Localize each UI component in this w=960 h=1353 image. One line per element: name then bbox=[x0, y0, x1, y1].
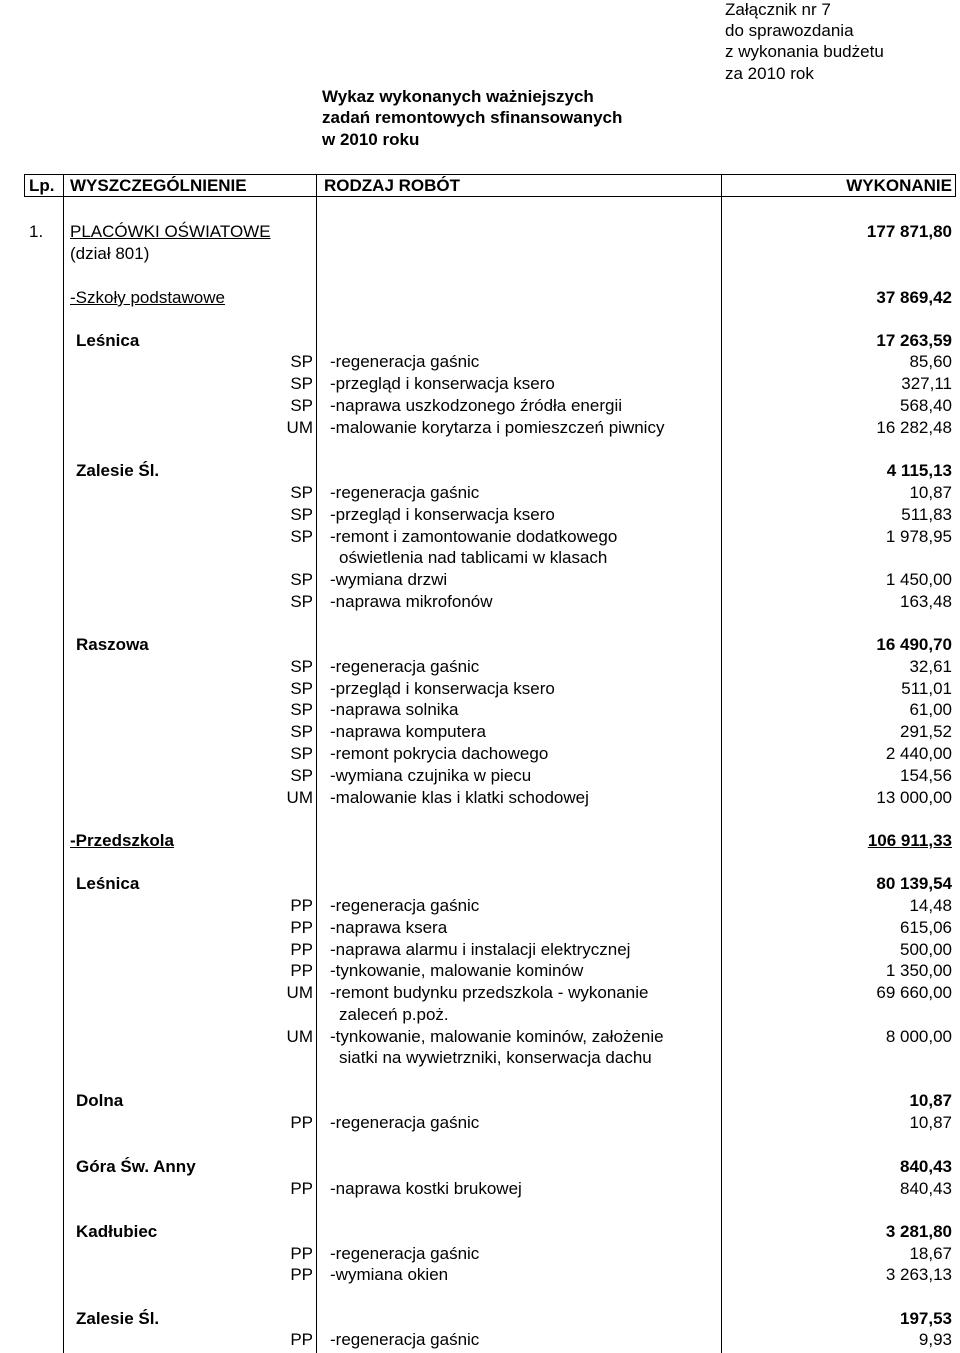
item-description: -naprawa uszkodzonego źródła energii bbox=[330, 396, 623, 415]
title-line-1: Wykaz wykonanych ważniejszych bbox=[322, 87, 594, 106]
item-description: -regeneracja gaśnic bbox=[330, 1244, 480, 1263]
item-value: 291,52 bbox=[900, 722, 952, 741]
item-value: 511,01 bbox=[901, 679, 952, 698]
item-value: 10,87 bbox=[909, 1113, 952, 1132]
unit-total: 80 139,54 bbox=[876, 874, 952, 893]
unit-total: 197,53 bbox=[900, 1309, 952, 1328]
item-description: -przegląd i konserwacja ksero bbox=[330, 374, 555, 393]
item-code: SP bbox=[290, 396, 313, 415]
section-note: (dział 801) bbox=[70, 244, 150, 263]
title-line-2: zadań remontowych sfinansowanych bbox=[322, 108, 623, 127]
header-left-border bbox=[24, 174, 25, 197]
header-spec: WYSZCZEGÓLNIENIE bbox=[70, 176, 247, 195]
item-description: -przegląd i konserwacja ksero bbox=[330, 505, 555, 524]
unit-name: Leśnica bbox=[76, 331, 140, 350]
unit-total: 4 115,13 bbox=[886, 461, 952, 480]
group-name: -Szkoły podstawowe bbox=[70, 288, 225, 307]
group-total: 106 911,33 bbox=[867, 831, 952, 850]
section-number: 1. bbox=[29, 222, 44, 241]
header-right-border bbox=[955, 174, 956, 197]
annex-line-3: z wykonania budżetu bbox=[725, 42, 884, 61]
item-code: UM bbox=[286, 983, 313, 1002]
section-name: PLACÓWKI OŚWIATOWE bbox=[70, 222, 271, 241]
item-value: 85,60 bbox=[909, 352, 952, 371]
item-description-continued: oświetlenia nad tablicami w klasach bbox=[339, 548, 608, 567]
item-description: -regeneracja gaśnic bbox=[330, 896, 480, 915]
header-bottom-border bbox=[24, 196, 956, 197]
item-description: -remont i zamontowanie dodatkowego bbox=[330, 527, 618, 546]
item-description: -wymiana drzwi bbox=[330, 570, 448, 589]
item-description: -regeneracja gaśnic bbox=[330, 1113, 480, 1132]
unit-name: Leśnica bbox=[76, 874, 140, 893]
unit-total: 10,87 bbox=[909, 1091, 952, 1110]
item-description: -malowanie korytarza i pomieszczeń piwnicy bbox=[330, 418, 665, 437]
item-description: -naprawa kostki brukowej bbox=[330, 1179, 522, 1198]
item-code: UM bbox=[286, 788, 313, 807]
item-code: SP bbox=[290, 722, 313, 741]
item-code: UM bbox=[286, 418, 313, 437]
item-description: -regeneracja gaśnic bbox=[330, 483, 480, 502]
title-line-3: w 2010 roku bbox=[322, 130, 420, 149]
item-description: -naprawa komputera bbox=[330, 722, 486, 741]
item-value: 69 660,00 bbox=[876, 983, 952, 1002]
item-value: 10,87 bbox=[909, 483, 952, 502]
item-code: SP bbox=[290, 657, 313, 676]
item-description: -regeneracja gaśnic bbox=[330, 352, 480, 371]
group-total: 37 869,42 bbox=[876, 288, 952, 307]
item-description-continued: siatki na wywietrzniki, konserwacja dachu bbox=[339, 1048, 652, 1067]
item-code: SP bbox=[290, 592, 313, 611]
item-value: 568,40 bbox=[900, 396, 952, 415]
item-value: 61,00 bbox=[909, 700, 952, 719]
section-total: 177 871,80 bbox=[866, 222, 952, 241]
column-separator-lp bbox=[63, 174, 64, 1353]
item-code: SP bbox=[290, 679, 313, 698]
item-value: 32,61 bbox=[909, 657, 952, 676]
item-value: 500,00 bbox=[900, 940, 952, 959]
item-code: PP bbox=[290, 940, 313, 959]
unit-name: Zalesie Śl. bbox=[76, 1309, 160, 1328]
item-description: -tynkowanie, malowanie kominów, założenie bbox=[330, 1027, 664, 1046]
item-description: -naprawa solnika bbox=[330, 700, 459, 719]
item-code: SP bbox=[290, 570, 313, 589]
unit-name: Zalesie Śl. bbox=[76, 461, 160, 480]
item-code: UM bbox=[286, 1027, 313, 1046]
unit-name: Kadłubiec bbox=[76, 1222, 158, 1241]
item-description: -tynkowanie, malowanie kominów bbox=[330, 961, 584, 980]
annex-line-2: do sprawozdania bbox=[725, 21, 854, 40]
item-value: 163,48 bbox=[900, 592, 952, 611]
unit-total: 16 490,70 bbox=[876, 635, 952, 654]
item-value: 13 000,00 bbox=[876, 788, 952, 807]
item-code: PP bbox=[290, 896, 313, 915]
unit-total: 3 281,80 bbox=[885, 1222, 952, 1241]
item-value: 2 440,00 bbox=[885, 744, 952, 763]
item-value: 18,67 bbox=[909, 1244, 952, 1263]
item-description: -wymiana czujnika w piecu bbox=[330, 766, 532, 785]
item-description: -regeneracja gaśnic bbox=[330, 1330, 480, 1349]
unit-name: Raszowa bbox=[76, 635, 149, 654]
item-value: 840,43 bbox=[900, 1179, 952, 1198]
item-value: 511,83 bbox=[901, 505, 952, 524]
item-code: PP bbox=[290, 1113, 313, 1132]
item-description: -wymiana okien bbox=[330, 1265, 449, 1284]
item-description-continued: zaleceń p.poż. bbox=[339, 1005, 449, 1024]
column-separator-spec bbox=[316, 174, 317, 1353]
item-value: 1 450,00 bbox=[885, 570, 952, 589]
annex-line-4: za 2010 rok bbox=[725, 64, 814, 83]
item-description: -remont budynku przedszkola - wykonanie bbox=[330, 983, 649, 1002]
item-code: PP bbox=[290, 1244, 313, 1263]
header-top-border bbox=[24, 174, 956, 175]
header-type: RODZAJ ROBÓT bbox=[324, 176, 460, 195]
item-value: 1 978,95 bbox=[885, 527, 952, 546]
item-value: 154,56 bbox=[900, 766, 952, 785]
item-code: SP bbox=[290, 505, 313, 524]
item-code: SP bbox=[290, 700, 313, 719]
item-value: 8 000,00 bbox=[885, 1027, 952, 1046]
item-code: SP bbox=[290, 483, 313, 502]
item-code: SP bbox=[290, 744, 313, 763]
unit-total: 17 263,59 bbox=[876, 331, 952, 350]
item-code: PP bbox=[290, 1179, 313, 1198]
item-description: -naprawa alarmu i instalacji elektrycznej bbox=[330, 940, 631, 959]
item-value: 1 350,00 bbox=[885, 961, 952, 980]
item-description: -regeneracja gaśnic bbox=[330, 657, 480, 676]
item-description: -malowanie klas i klatki schodowej bbox=[330, 788, 589, 807]
group-name: -Przedszkola bbox=[70, 831, 174, 850]
unit-total: 840,43 bbox=[900, 1157, 952, 1176]
item-code: PP bbox=[290, 1265, 313, 1284]
annex-line-1: Załącznik nr 7 bbox=[725, 0, 831, 19]
item-value: 327,11 bbox=[901, 374, 952, 393]
column-separator-type bbox=[721, 174, 722, 1353]
item-code: SP bbox=[290, 374, 313, 393]
item-description: -naprawa ksera bbox=[330, 918, 448, 937]
item-description: -przegląd i konserwacja ksero bbox=[330, 679, 555, 698]
item-value: 3 263,13 bbox=[885, 1265, 952, 1284]
item-code: SP bbox=[290, 527, 313, 546]
item-description: -naprawa mikrofonów bbox=[330, 592, 493, 611]
item-code: PP bbox=[290, 961, 313, 980]
item-value: 16 282,48 bbox=[876, 418, 952, 437]
unit-name: Dolna bbox=[76, 1091, 124, 1110]
item-value: 14,48 bbox=[909, 896, 952, 915]
item-value: 9,93 bbox=[918, 1330, 952, 1349]
header-done: WYKONANIE bbox=[846, 176, 952, 195]
item-code: PP bbox=[290, 1330, 313, 1349]
unit-name: Góra Św. Anny bbox=[76, 1157, 196, 1176]
item-code: SP bbox=[290, 352, 313, 371]
header-lp: Lp. bbox=[29, 176, 55, 195]
item-code: SP bbox=[290, 766, 313, 785]
item-code: PP bbox=[290, 918, 313, 937]
item-value: 615,06 bbox=[900, 918, 952, 937]
item-description: -remont pokrycia dachowego bbox=[330, 744, 549, 763]
